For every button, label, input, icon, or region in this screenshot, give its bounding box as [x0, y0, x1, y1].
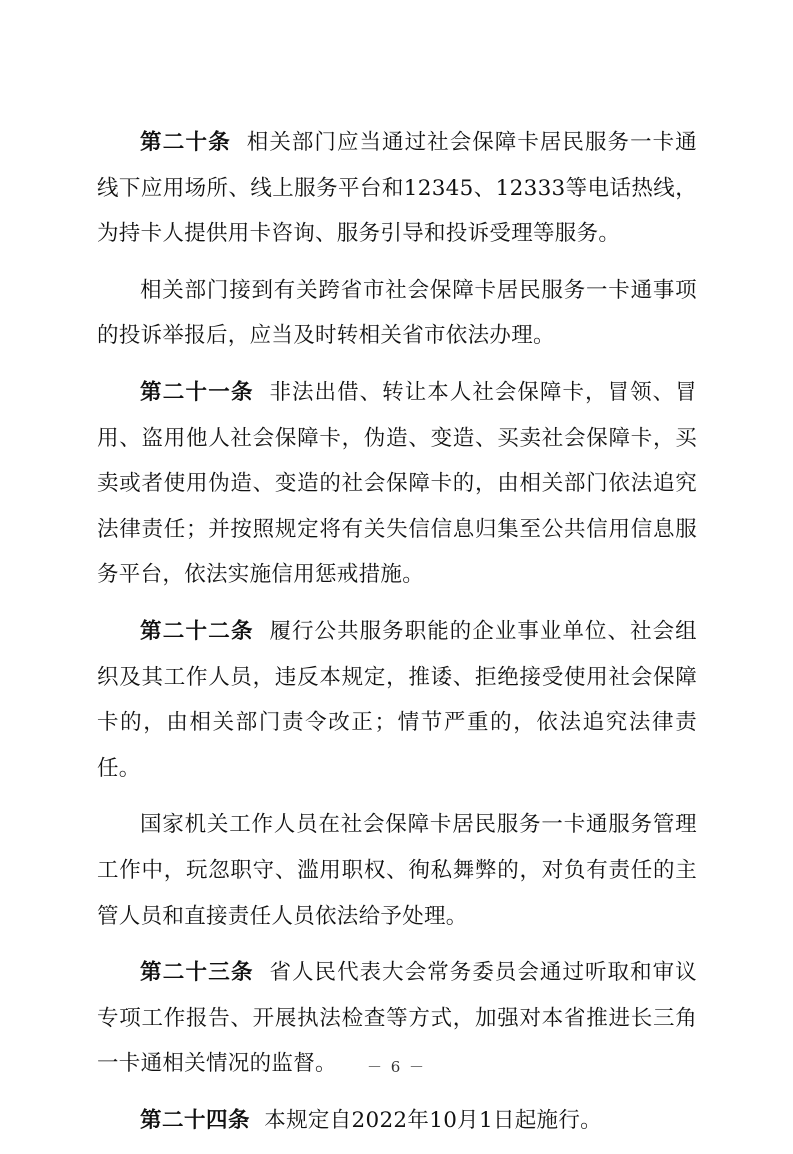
article-text: 相关部门应当通过社会保障卡居民服务一卡通线下应用场所、线上服务平台和12345、12333等电话热线，为持卡人提供用卡咨询、服务引导和投诉受理等服务。 — [97, 130, 697, 247]
article-number: 第二十条 — [140, 130, 231, 155]
article-text: 省人民代表大会常务委员会通过听取和审议专项工作报告、开展执法检查等方式，加强对本省推进长三角一卡通相关情况的监督。 — [97, 960, 697, 1077]
article-text: 履行公共服务职能的企业事业单位、社会组织及其工作人员，违反本规定，推诿、拒绝接受使用社会保障卡的，由相关部门责令改正；情节严重的，依法追究法律责任。 — [97, 618, 697, 781]
page-number: － 6 － — [366, 1058, 427, 1076]
article-20-paragraph-2 — [97, 268, 697, 359]
article-text: 非法出借、转让本人社会保障卡，冒领、冒用、盗用他人社会保障卡，伪造、变造、买卖社会保障卡，买卖或者使用伪造、变造的社会保障卡的，由相关部门依法追究法律责任；并按照规定将有关失信信息归集至公共信用信息服务平台，依法实施信用惩戒措施。 — [97, 379, 697, 588]
article-22-paragraph — [97, 609, 697, 791]
article-24-paragraph — [97, 1098, 697, 1144]
article-number: 第二十二条 — [140, 618, 254, 644]
article-number: 第二十一条 — [140, 379, 254, 405]
article-number: 第二十四条 — [140, 1107, 251, 1133]
article-text: 国家机关工作人员在社会保障卡居民服务一卡通服务管理工作中，玩忽职守、滥用职权、徇私舞弊的，对负有责任的主管人员和直接责任人员依法给予处理。 — [97, 812, 697, 929]
article-text: 相关部门接到有关跨省市社会保障卡居民服务一卡通事项的投诉举报后，应当及时转相关省市依法办理。 — [97, 277, 697, 349]
article-21-paragraph — [97, 370, 697, 598]
document-body — [97, 120, 697, 1154]
article-number: 第二十三条 — [140, 960, 254, 986]
article-20-paragraph — [97, 120, 697, 257]
article-text: 本规定自2022年10月1日起施行。 — [264, 1107, 602, 1133]
article-22-paragraph-2 — [97, 802, 697, 939]
